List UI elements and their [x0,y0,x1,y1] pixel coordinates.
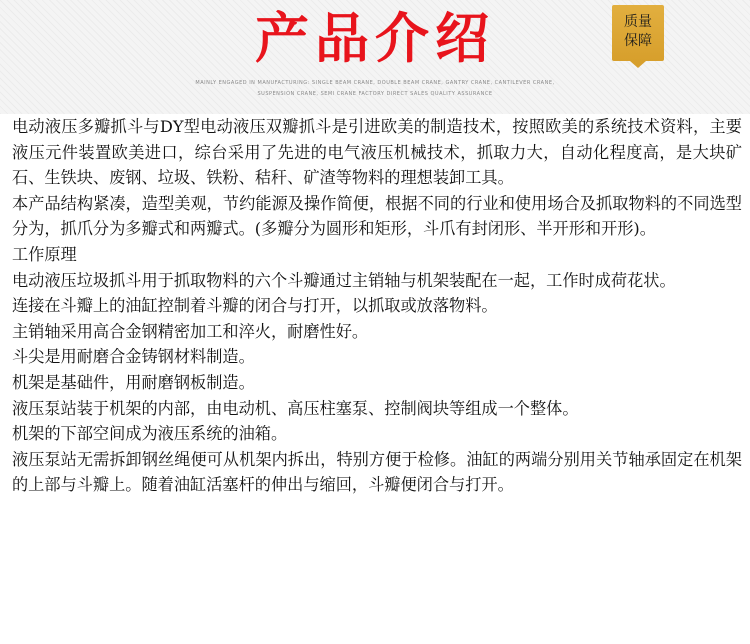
paragraph-pump-station: 液压泵站装于机架的内部，由电动机、高压柱塞泵、控制阀块等组成一个整体。 [12,398,579,418]
badge-line-1: 质量 [624,14,652,30]
section-heading-principle: 工作原理 [12,244,77,264]
paragraph-cylinder: 连接在斗瓣上的油缸控制着斗瓣的闭合与打开，以抓取或放落物料。 [12,296,498,316]
paragraph-oil-tank: 机架的下部空间成为液压系统的油箱。 [12,424,288,444]
paragraph-intro: 电动液压多瓣抓斗与DY型电动液压双瓣抓斗是引进欧美的制造技术，按照欧美的系统技术资料，主要液压元件装置欧美进口，综台采用了先进的电气液压机械技术，抓取力大，自动化程度高，是大块矿石、生铁块、废钢、垃圾、铁粉、秸秆、矿渣等物料的理想装卸工具。 [12,117,742,188]
banner-title: 产品介绍 [255,7,495,70]
paragraph-maintenance: 液压泵站无需拆卸钢丝绳便可从机架内拆出，特别方便于检修。油缸的两端分别用关节轴承固定在机架的上部与斗瓣上。随着油缸活塞杆的伸出与缩回，斗瓣便闭合与打开。 [12,449,742,495]
quality-badge [612,5,664,61]
paragraph-frame: 机架是基础件，用耐磨钢板制造。 [12,372,255,392]
paragraph-principle: 电动液压垃圾抓斗用于抓取物料的六个斗瓣通过主销轴与机架装配在一起，工作时成荷花状。 [12,270,676,290]
paragraph-structure: 本产品结构紧凑，造型美观，节约能源及操作简便，根据不同的行业和使用场合及抓取物料的不同选型分为，抓爪分为多瓣式和两瓣式。(多瓣分为圆形和矩形，斗爪有封闭形、半开形和开形)。 [12,193,742,239]
badge-line-2: 保障 [624,33,652,49]
paragraph-pin-shaft: 主销轴采用高合金钢精密加工和淬火，耐磨性好。 [12,321,369,341]
paragraph-bucket-tip: 斗尖是用耐磨合金铸钢材料制造。 [12,347,255,367]
product-description [12,114,742,498]
banner-subtitle: MAINLY ENGAGED IN MANUFACTURING: SINGLE BEAM CRANE, DOUBLE BEAM CRANE, GANTRY CRANE, CANTILEVER CRANE, SUSPENSION CRANE, SEMI CRANE FACTORY DIRECT SALES QUALITY ASSURANCE [195,80,555,97]
header-banner [0,0,750,114]
